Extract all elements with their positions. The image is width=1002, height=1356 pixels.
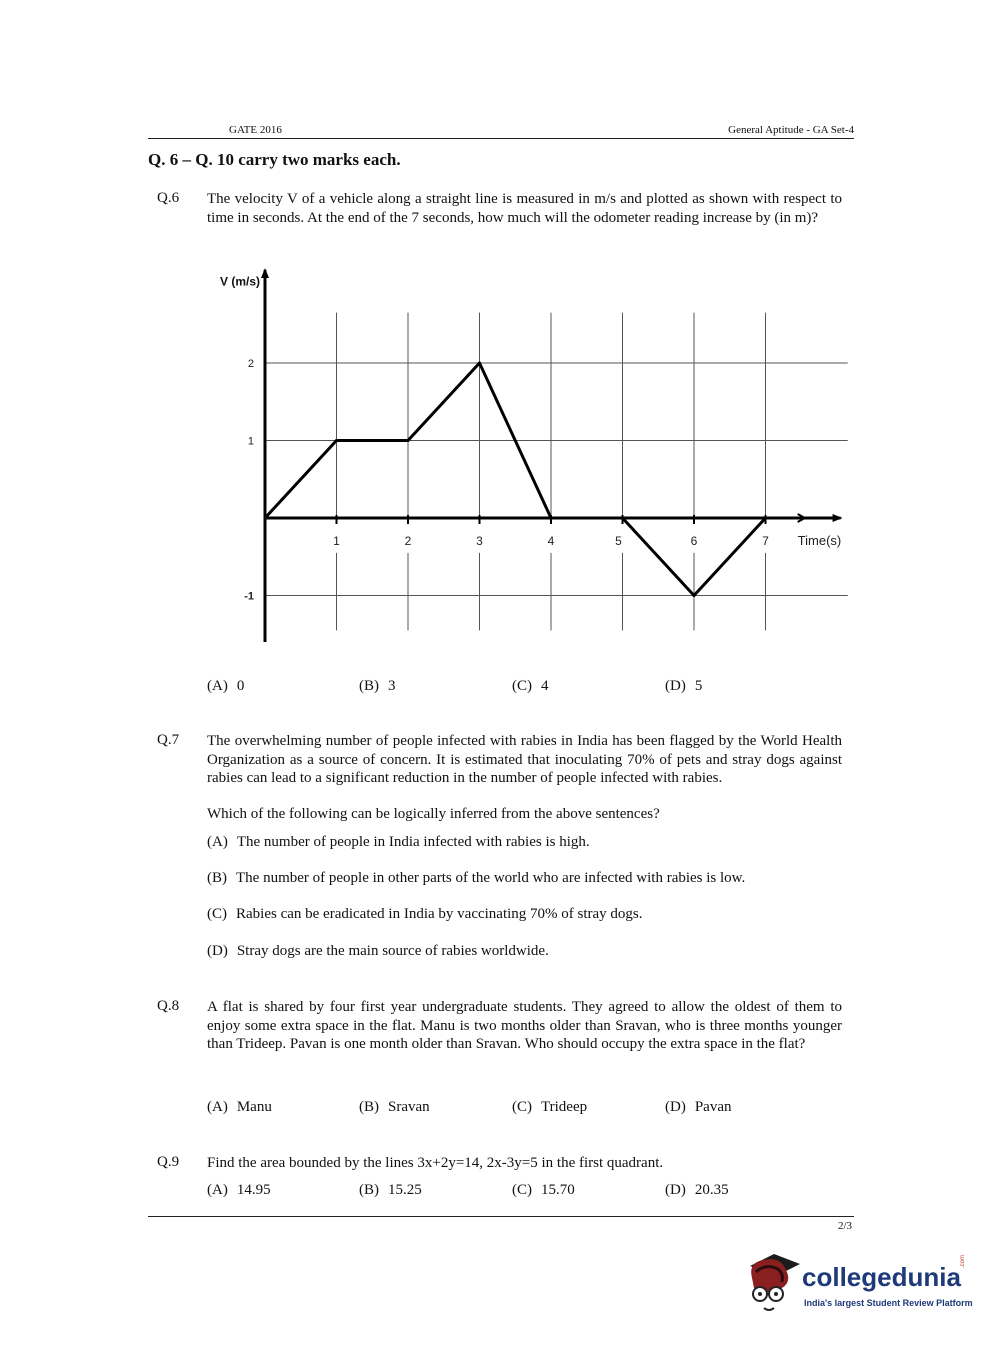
- footer-rule: [148, 1216, 854, 1217]
- data-point: [550, 517, 553, 520]
- option-text: Trideep: [541, 1099, 588, 1115]
- q7-option-d[interactable]: [207, 943, 549, 960]
- q9-option-c[interactable]: [512, 1182, 575, 1199]
- q7-text: The overwhelming number of people infected with rabies in India has been flagged by the World Health Organization as a source of concern. It is estimated that inoculating 70% of pets and stray dogs against rabies can lead to a significant reduction in the number of people infected with rabies.: [207, 733, 842, 786]
- y-tick-label: 2: [247, 358, 254, 370]
- y-tick-label: 1: [247, 435, 254, 448]
- logo-suffix: .com: [960, 1254, 966, 1268]
- q8-option-b[interactable]: [359, 1099, 430, 1116]
- x-tick-label: 5: [615, 534, 622, 548]
- option-label: (C): [512, 1182, 532, 1198]
- mascot-icon: [742, 1248, 802, 1314]
- data-point: [764, 517, 767, 520]
- option-text: 15.25: [388, 1182, 422, 1198]
- option-text: 4: [541, 678, 549, 694]
- chart-grid: [265, 313, 848, 631]
- option-text: 20.35: [694, 1182, 729, 1198]
- option-text: The number of people in other parts of the world who are infected with rabies is low.: [236, 870, 746, 886]
- q9-option-b[interactable]: [359, 1182, 422, 1199]
- option-label: (A): [207, 1182, 228, 1198]
- x-tick-label: 1: [333, 534, 340, 548]
- option-text: Sravan: [388, 1099, 430, 1115]
- data-point: [407, 439, 410, 442]
- x-tick-label: 2: [404, 534, 412, 548]
- q9-option-d[interactable]: [665, 1182, 729, 1199]
- q6-number: Q.6: [157, 190, 180, 206]
- header-paper: General Aptitude - GA Set-4: [728, 124, 854, 136]
- y-axis-title: V (m/s): [219, 274, 260, 289]
- y-axis-arrow: [261, 268, 269, 278]
- option-label: (B): [207, 870, 227, 886]
- logo-tagline: India's largest Student Review Platform: [804, 1298, 973, 1308]
- header-rule: [148, 138, 854, 139]
- chart-series: [264, 362, 768, 598]
- data-point: [621, 517, 624, 520]
- option-text: Rabies can be eradicated in India by vaccinating 70% of stray dogs.: [236, 906, 643, 922]
- q9-option-a[interactable]: [207, 1182, 271, 1199]
- option-label: (A): [207, 1099, 228, 1115]
- option-label: (D): [665, 678, 686, 694]
- velocity-time-chart: [200, 255, 860, 650]
- option-text: 15.70: [541, 1182, 575, 1198]
- q6-option-a[interactable]: [207, 678, 244, 695]
- q7-number: Q.7: [157, 732, 180, 748]
- option-label: (C): [207, 906, 227, 922]
- option-text: Manu: [236, 1099, 272, 1115]
- option-label: (B): [359, 678, 379, 694]
- page-number: 2/3: [837, 1220, 852, 1232]
- x-tick-label: 7: [762, 534, 769, 548]
- data-point: [264, 517, 267, 520]
- q8-option-c[interactable]: [512, 1099, 587, 1116]
- x-axis-arrow: [833, 514, 843, 522]
- section-title: Q. 6 – Q. 10 carry two marks each.: [148, 150, 401, 169]
- x-axis-title: Time(s): [797, 533, 842, 548]
- option-label: (A): [207, 678, 228, 694]
- option-text: 0: [236, 678, 245, 694]
- q7-option-b[interactable]: [207, 870, 745, 887]
- y-tick-label: -1: [244, 590, 254, 603]
- option-label: (D): [665, 1182, 686, 1198]
- option-label: (D): [665, 1099, 686, 1115]
- q8-option-a[interactable]: [207, 1099, 272, 1116]
- q8-number: Q.8: [157, 998, 180, 1014]
- q9-number: Q.9: [157, 1154, 180, 1170]
- chart-labels: [220, 275, 841, 603]
- option-label: (A): [207, 834, 228, 850]
- q8-text: A flat is shared by four first year undergraduate students. They agreed to allow the oldest of them to enjoy some extra space in the flat. Manu is two months older than Sravan, who is three months younger than Trideep. Pavan is one month older than Sravan. Who should occupy the extra space in the flat?: [207, 999, 842, 1052]
- x-tick-label: 6: [690, 534, 698, 548]
- q8-option-d[interactable]: [665, 1099, 732, 1116]
- q6-option-d[interactable]: [665, 678, 702, 695]
- option-text: Stray dogs are the main source of rabies worldwide.: [236, 943, 549, 959]
- chart-axes: [261, 268, 843, 642]
- option-label: (B): [359, 1182, 379, 1198]
- option-label: (C): [512, 678, 532, 694]
- option-text: The number of people in India infected with rabies is high.: [236, 834, 590, 850]
- x-tick-label: 3: [476, 534, 483, 548]
- data-point: [693, 594, 696, 597]
- collegedunia-logo[interactable]: [742, 1248, 972, 1320]
- option-text: Pavan: [694, 1099, 732, 1115]
- q7-option-a[interactable]: [207, 834, 590, 851]
- option-text: 5: [694, 678, 703, 694]
- option-label: (B): [359, 1099, 379, 1115]
- q6-option-b[interactable]: [359, 678, 396, 695]
- data-point: [335, 439, 338, 442]
- header-exam: GATE 2016: [229, 124, 282, 136]
- q6-text: The velocity V of a vehicle along a straight line is measured in m/s and plotted as shown with respect to time in seconds. At the end of the 7 seconds, how much will the odometer reading increase by (in m)?: [207, 191, 842, 226]
- x-tick-label: 4: [547, 534, 555, 548]
- q6-option-c[interactable]: [512, 678, 549, 695]
- option-label: (C): [512, 1099, 532, 1115]
- q9-text: Find the area bounded by the lines 3x+2y=14, 2x-3y=5 in the first quadrant.: [207, 1155, 664, 1171]
- option-text: 3: [388, 678, 396, 694]
- q7-prompt: Which of the following can be logically inferred from the above sentences?: [207, 806, 660, 822]
- data-point: [478, 362, 481, 365]
- q7-option-c[interactable]: [207, 906, 643, 923]
- option-text: 14.95: [236, 1182, 271, 1198]
- option-label: (D): [207, 943, 228, 959]
- logo-name: collegedunia: [802, 1262, 961, 1292]
- velocity-series-line: [265, 363, 766, 596]
